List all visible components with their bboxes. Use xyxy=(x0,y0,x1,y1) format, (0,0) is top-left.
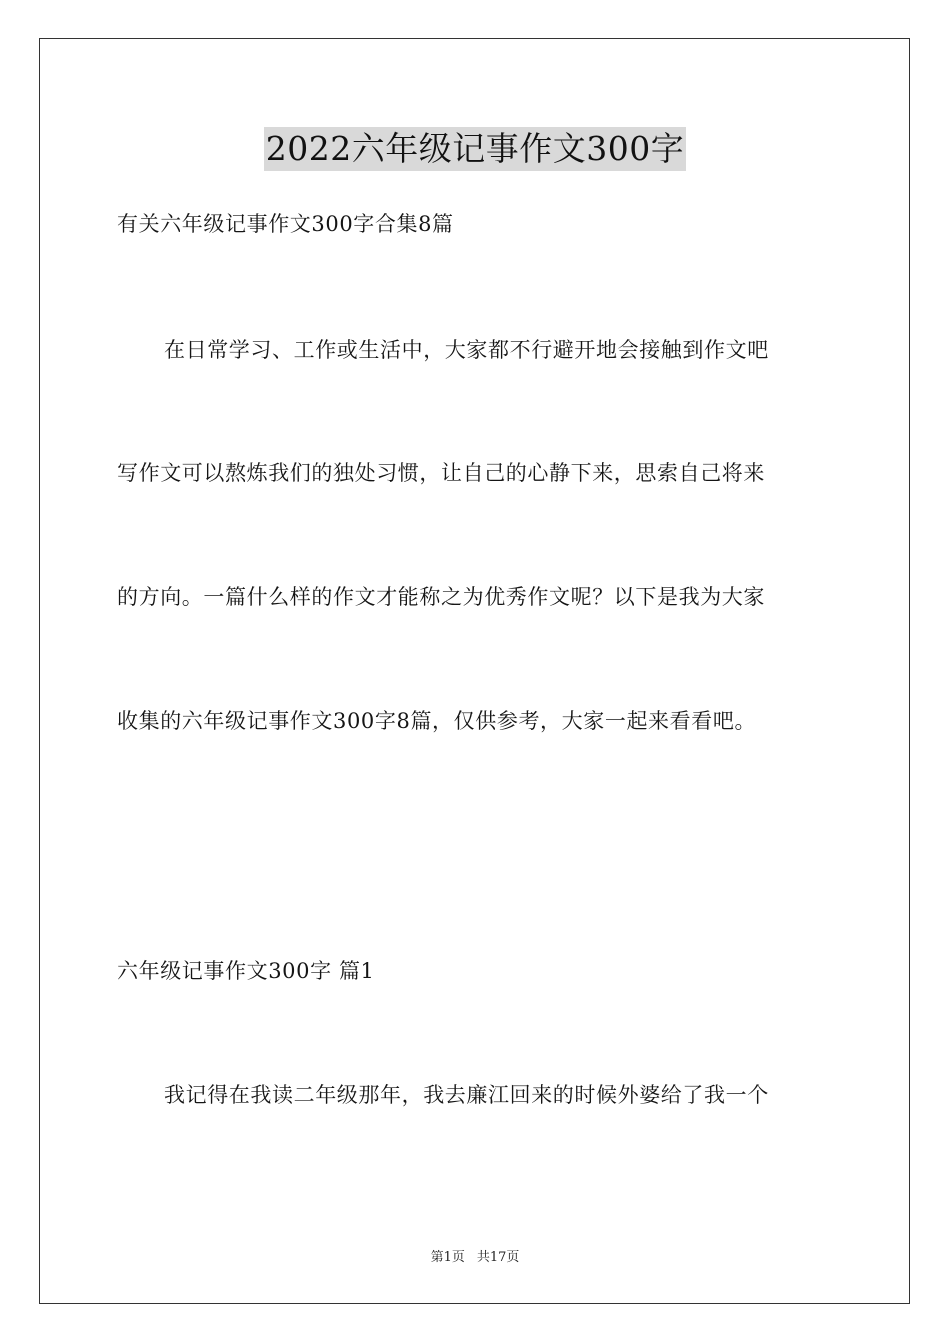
paragraph-line: 写作文可以熬炼我们的独处习惯，让自己的心静下来，思索自己将来 xyxy=(117,461,765,485)
paragraph-line: 在日常学习、工作或生活中，大家都不行避开地会接触到作文吧 xyxy=(164,338,769,362)
paragraph-line: 收集的六年级记事作文300字8篇，仅供参考，大家一起来看看吧。 xyxy=(117,709,757,733)
page-footer xyxy=(0,1249,950,1267)
page-number: 第1页 xyxy=(430,1250,465,1265)
section-heading: 六年级记事作文300字 篇1 xyxy=(117,959,375,983)
document-subtitle: 有关六年级记事作文300字合集8篇 xyxy=(117,212,454,236)
document-title: 2022六年级记事作文300字 xyxy=(264,127,686,171)
paragraph-line: 我记得在我读二年级那年，我去廉江回来的时候外婆给了我一个 xyxy=(164,1083,769,1107)
paragraph-line: 的方向。一篇什么样的作文才能称之为优秀作文呢？以下是我为大家 xyxy=(117,585,765,609)
title-container xyxy=(0,127,950,171)
page-total: 共17页 xyxy=(476,1250,520,1265)
